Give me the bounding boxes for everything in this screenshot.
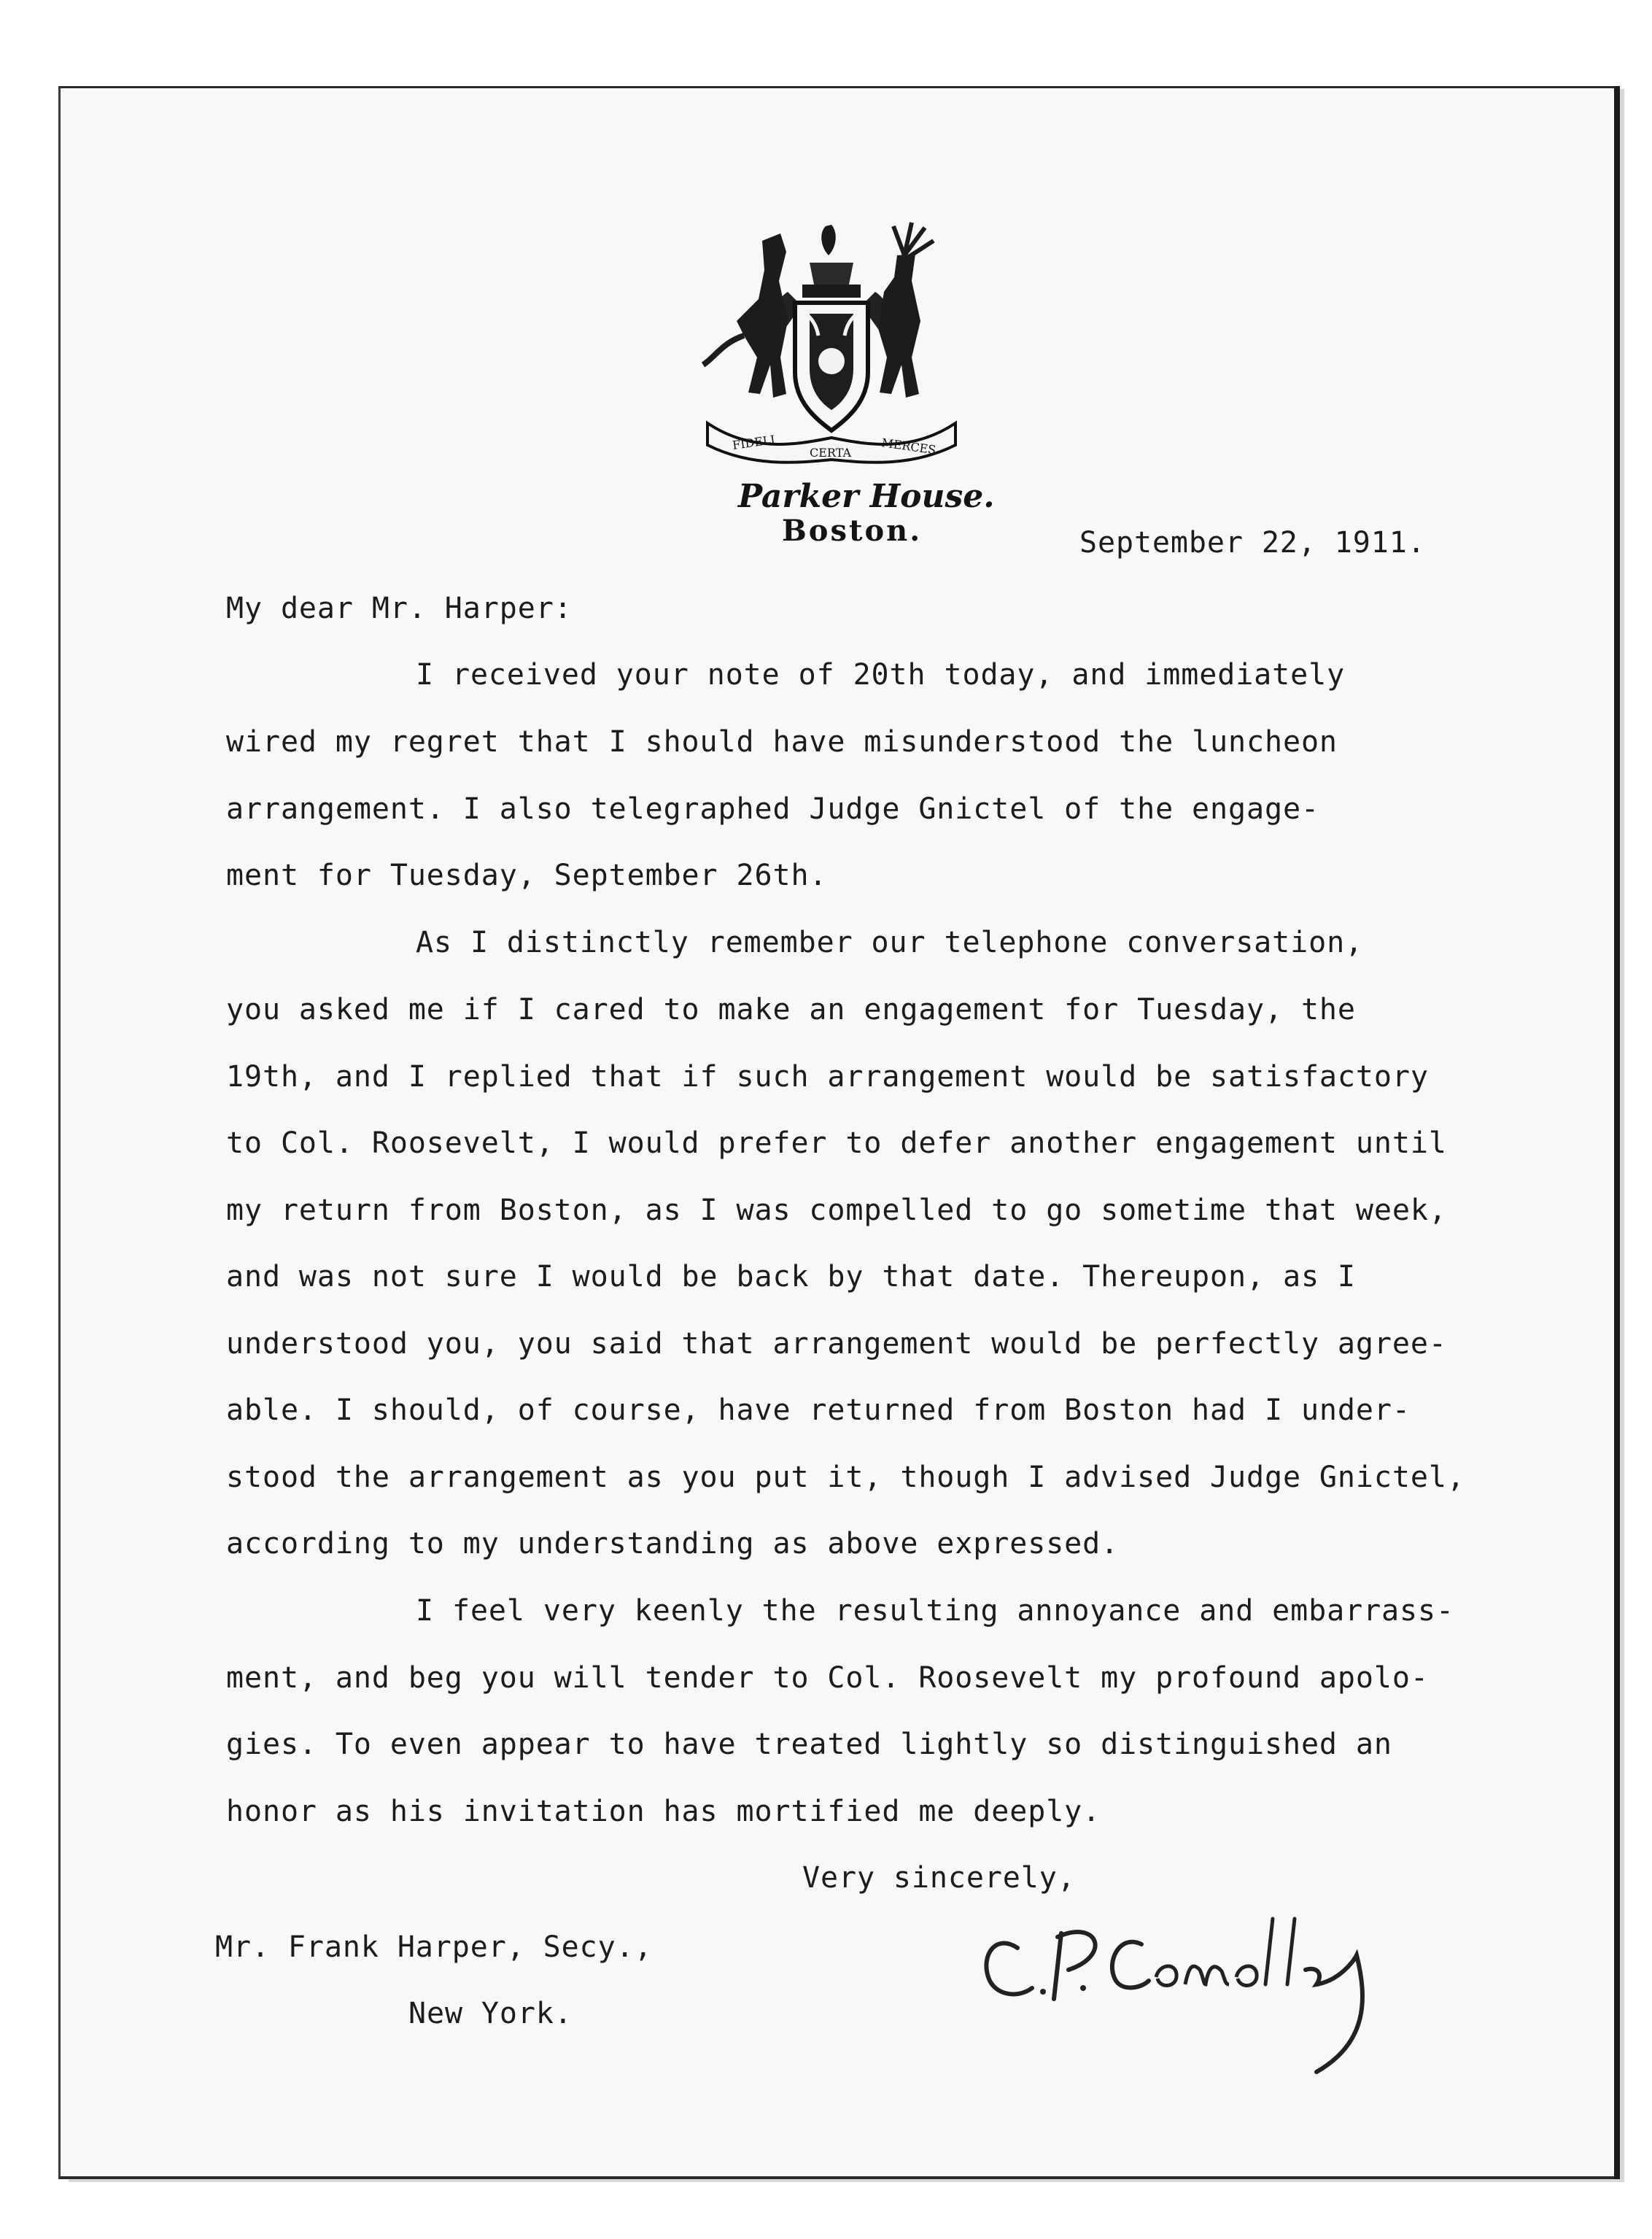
motto-word-3: MERCES <box>880 436 937 457</box>
salutation: My dear Mr. Harper: <box>226 592 573 625</box>
body-line: arrangement. I also telegraphed Judge Gnictel of the engage- <box>226 792 1319 826</box>
body-line: gies. To even appear to have treated lightly so distinguished an <box>226 1728 1392 1761</box>
motto-word-2: CERTA <box>810 446 852 460</box>
closing: Very sincerely, <box>802 1861 1076 1895</box>
body-line: I feel very keenly the resulting annoyance and embarrass- <box>416 1594 1454 1628</box>
body-line: stood the arrangement as you put it, though I advised Judge Gnictel, <box>226 1461 1465 1494</box>
motto-word-1: FIDELI <box>731 432 776 452</box>
body-line: As I distinctly remember our telephone conversation, <box>416 926 1364 959</box>
letterhead-hotel-name: Parker House. <box>738 478 995 515</box>
body-line: understood you, you said that arrangement would be perfectly agree- <box>226 1327 1447 1361</box>
body-line: and was not sure I would be back by that date. Thereupon, as I <box>226 1260 1356 1293</box>
body-line: able. I should, of course, have returned from Boston had I under- <box>226 1393 1411 1427</box>
parker-house-crest <box>693 212 970 474</box>
body-line: ment for Tuesday, September 26th. <box>226 859 828 892</box>
recipient-city: New York. <box>408 1997 573 2030</box>
body-line: my return from Boston, as I was compelled to go sometime that week, <box>226 1194 1447 1227</box>
body-line: to Col. Roosevelt, I would prefer to defer another engagement until <box>226 1126 1447 1160</box>
letterhead-city: Boston. <box>782 514 923 548</box>
body-line: honor as his invitation has mortified me deeply. <box>226 1795 1101 1828</box>
body-line: I received your note of 20th today, and immediately <box>416 658 1346 692</box>
handwritten-signature <box>974 1890 1440 2108</box>
letter-date: September 22, 1911. <box>1079 526 1426 560</box>
recipient-name: Mr. Frank Harper, Secy., <box>215 1930 653 1964</box>
body-line: you asked me if I cared to make an engagement for Tuesday, the <box>226 993 1356 1026</box>
body-line: ment, and beg you will tender to Col. Roosevelt my profound apolo- <box>226 1661 1429 1695</box>
body-line: 19th, and I replied that if such arrangement would be satisfactory <box>226 1060 1429 1094</box>
body-line: wired my regret that I should have misunderstood the luncheon <box>226 725 1338 759</box>
body-line: according to my understanding as above expressed. <box>226 1527 1120 1561</box>
